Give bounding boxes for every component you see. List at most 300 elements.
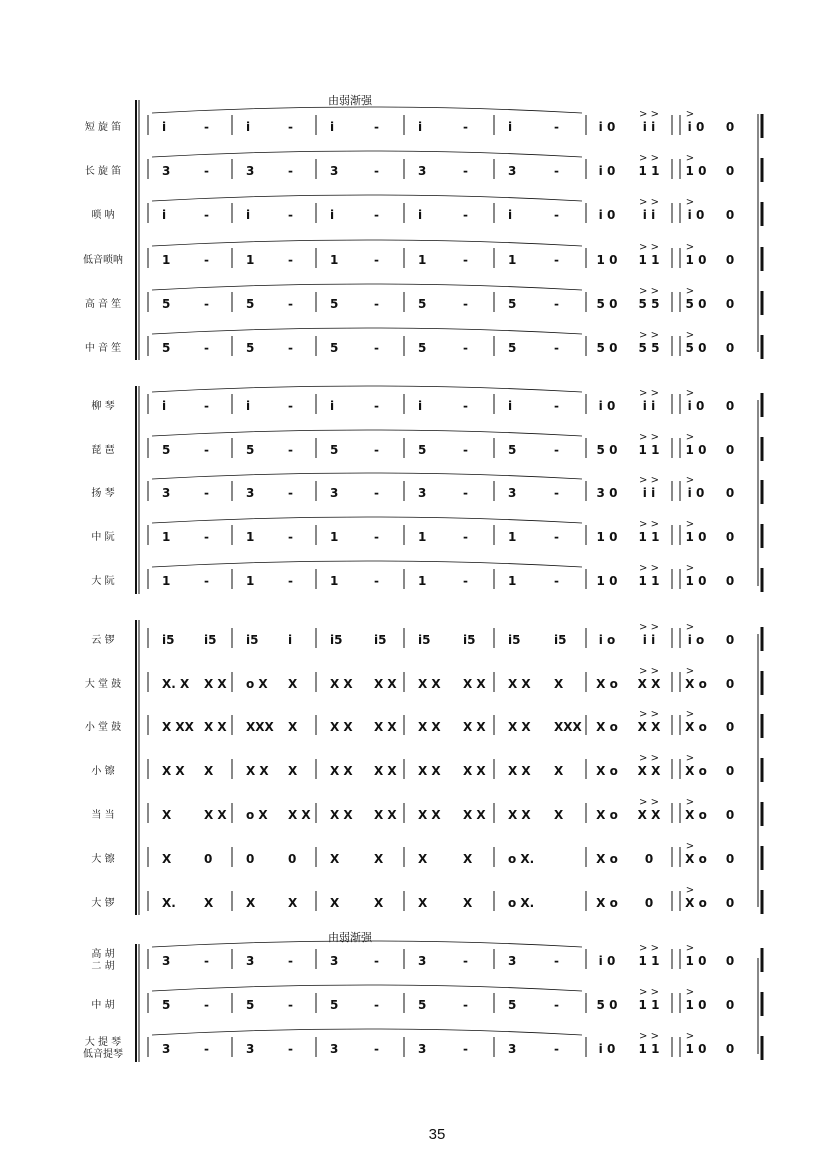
tie-arc (152, 240, 582, 246)
note-beat: 1 (246, 530, 255, 544)
note-beat: - (463, 399, 468, 413)
instrument-label: 大 锣 (91, 898, 115, 909)
ending-note: 0 (725, 399, 735, 413)
note-beat: X X (330, 677, 353, 691)
ending-note: i 0 (598, 1042, 616, 1056)
staff-rows (83, 107, 762, 1060)
accent-mark: > > (639, 242, 659, 253)
note-beat: - (288, 574, 293, 588)
note-beat: 3 (246, 954, 255, 968)
ending-note: 0 (725, 998, 735, 1012)
note-beat: 5 (508, 341, 517, 355)
instrument-label: 大 镲 (91, 854, 115, 865)
ending-note: 0 (725, 720, 735, 734)
ending-note: 0 (725, 443, 735, 457)
note-beat: - (463, 486, 468, 500)
instrument-row (91, 985, 762, 1016)
note-beat: X (374, 852, 384, 866)
tie-arc (152, 985, 582, 991)
note-beat: X X (463, 808, 486, 822)
note-beat: 5 (418, 341, 427, 355)
note-beat: 3 (246, 164, 255, 178)
note-beat: - (374, 998, 379, 1012)
note-beat: - (463, 1042, 468, 1056)
note-beat: - (288, 399, 293, 413)
note-beat: i5 (204, 633, 217, 647)
note-beat: - (288, 530, 293, 544)
accent-mark: > > (639, 519, 659, 530)
note-beat: - (463, 574, 468, 588)
note-beat: 5 (508, 998, 517, 1012)
tie-arc (152, 328, 582, 334)
note-beat: - (288, 486, 293, 500)
tie-arc (152, 561, 582, 567)
note-beat: 3 (418, 1042, 427, 1056)
ending-note: 0 (725, 1042, 735, 1056)
note-beat: 5 (418, 443, 427, 457)
accent-mark: > (685, 666, 695, 677)
note-beat: - (374, 443, 379, 457)
system-brackets (136, 100, 758, 1062)
note-beat: 5 (162, 998, 171, 1012)
note-beat: - (288, 1042, 293, 1056)
ending-note: i 0 (687, 399, 705, 413)
accent-mark: > (685, 709, 695, 720)
accent-mark: > (685, 388, 695, 399)
note-beat: 1 (162, 253, 171, 267)
note-beat: 1 (508, 253, 517, 267)
ending-note: 1 0 (685, 530, 707, 544)
note-beat: - (463, 297, 468, 311)
note-beat: X X (374, 808, 397, 822)
note-beat: X (288, 764, 298, 778)
note-beat: - (204, 443, 209, 457)
note-beat: 0 (246, 852, 255, 866)
note-beat: 5 (330, 341, 339, 355)
ending-note: 0 (725, 574, 735, 588)
note-beat: i (508, 208, 513, 222)
ending-note: X o (596, 764, 618, 778)
note-beat: - (554, 530, 559, 544)
note-beat: 3 (508, 1042, 517, 1056)
note-beat: X X (162, 764, 185, 778)
tie-arc (152, 386, 582, 392)
note-beat: - (204, 208, 209, 222)
note-beat: 3 (162, 1042, 171, 1056)
note-beat: X (162, 808, 172, 822)
instrument-label: 当 当 (91, 810, 115, 821)
note-beat: X (554, 764, 564, 778)
note-beat: - (554, 443, 559, 457)
accent-mark: > (685, 330, 695, 341)
note-beat: X X (418, 677, 441, 691)
page-number: 35 (428, 1126, 446, 1143)
note-beat: X (554, 808, 564, 822)
ending-note: X X (637, 720, 661, 734)
note-beat: - (374, 574, 379, 588)
ending-note: X X (637, 764, 661, 778)
ending-note: 5 5 (638, 341, 660, 355)
accent-mark: > (685, 885, 695, 896)
note-beat: X X (463, 764, 486, 778)
note-beat: X X (374, 764, 397, 778)
accent-mark: > (685, 943, 695, 954)
note-beat: 1 (330, 253, 339, 267)
instrument-row (91, 753, 762, 782)
ending-note: 0 (725, 486, 735, 500)
note-beat: X (246, 896, 256, 910)
note-beat: X (288, 677, 298, 691)
note-beat: 1 (508, 574, 517, 588)
ending-note: 1 0 (685, 164, 707, 178)
note-beat: - (463, 341, 468, 355)
note-beat: X. X (162, 677, 190, 691)
note-beat: 5 (330, 297, 339, 311)
note-beat: i (418, 399, 423, 413)
accent-mark: > (685, 797, 695, 808)
note-beat: - (463, 208, 468, 222)
ending-note: 5 5 (638, 297, 660, 311)
ending-note: X o (596, 677, 618, 691)
instrument-row (85, 284, 762, 315)
accent-mark: > (685, 475, 695, 486)
ending-note: X o (685, 852, 707, 866)
accent-mark: > (685, 153, 695, 164)
note-beat: - (463, 443, 468, 457)
note-beat: 3 (330, 164, 339, 178)
note-beat: - (554, 164, 559, 178)
note-beat: 1 (162, 530, 171, 544)
note-beat: - (554, 253, 559, 267)
instrument-group-plucked (91, 386, 762, 592)
ending-note: i o (687, 633, 705, 647)
ending-note: 0 (725, 341, 735, 355)
note-beat: X X (508, 808, 531, 822)
note-beat: 5 (330, 443, 339, 457)
accent-mark: > > (639, 563, 659, 574)
note-beat: 5 (330, 998, 339, 1012)
note-beat: 5 (508, 297, 517, 311)
instrument-label: 低音唢呐 (83, 255, 123, 266)
note-beat: - (288, 253, 293, 267)
note-beat: i (246, 399, 251, 413)
note-beat: X X (204, 677, 227, 691)
note-beat: i (162, 399, 167, 413)
note-beat: - (554, 399, 559, 413)
ending-note: i 0 (598, 954, 616, 968)
tie-arc (152, 107, 582, 113)
ending-note: 1 0 (596, 530, 618, 544)
note-beat: 0 (204, 852, 213, 866)
instrument-row (85, 709, 762, 738)
instrument-label: 琵 琶 (91, 445, 115, 456)
note-beat: - (204, 574, 209, 588)
note-beat: - (374, 341, 379, 355)
instrument-group-winds (83, 107, 762, 359)
accent-mark: > > (639, 666, 659, 677)
note-beat: - (288, 998, 293, 1012)
accent-mark: > (685, 286, 695, 297)
note-beat: - (463, 120, 468, 134)
instrument-label: 大 阮 (91, 576, 115, 587)
instrument-row (91, 430, 762, 461)
note-beat: i (418, 120, 423, 134)
note-beat: X X (418, 720, 441, 734)
ending-note: i 0 (687, 486, 705, 500)
note-beat: - (204, 530, 209, 544)
instrument-row (91, 797, 762, 826)
instrument-group-bowed (83, 941, 762, 1060)
note-beat: - (554, 998, 559, 1012)
note-beat: X X (246, 764, 269, 778)
note-beat: - (204, 253, 209, 267)
ending-note: X X (637, 677, 661, 691)
tie-arc (152, 151, 582, 157)
accent-mark: > (685, 563, 695, 574)
ending-note: i o (598, 633, 616, 647)
accent-mark: > > (639, 943, 659, 954)
ending-note: i 0 (687, 208, 705, 222)
note-beat: i (246, 120, 251, 134)
note-beat: 1 (246, 574, 255, 588)
ending-note: i 0 (598, 208, 616, 222)
note-beat: 5 (246, 341, 255, 355)
instrument-row (85, 328, 762, 359)
note-beat: 0 (288, 852, 297, 866)
note-beat: - (463, 998, 468, 1012)
note-beat: X X (463, 720, 486, 734)
instrument-label: 中 胡 (91, 1000, 115, 1011)
ending-note: X o (596, 720, 618, 734)
ending-note: 1 1 (638, 530, 660, 544)
instrument-row (83, 1029, 762, 1060)
note-beat: 5 (162, 341, 171, 355)
note-beat: X X (204, 720, 227, 734)
accent-mark: > > (639, 797, 659, 808)
note-beat: - (374, 208, 379, 222)
instrument-label: 唢 呐 (91, 210, 115, 221)
note-beat: 1 (418, 530, 427, 544)
note-beat: 3 (162, 164, 171, 178)
note-beat: X (162, 852, 172, 866)
note-beat: 1 (246, 253, 255, 267)
note-beat: - (554, 120, 559, 134)
note-beat: X (330, 896, 340, 910)
ending-note: 0 (644, 852, 654, 866)
ending-note: 5 0 (596, 443, 618, 457)
note-beat: - (554, 208, 559, 222)
instrument-label: 云 锣 (91, 635, 115, 646)
note-beat: - (463, 954, 468, 968)
accent-mark: > > (639, 475, 659, 486)
instrument-row (91, 195, 762, 226)
ending-note: 0 (725, 297, 735, 311)
note-beat: - (554, 297, 559, 311)
note-beat: X X (374, 720, 397, 734)
ending-note: 5 0 (685, 341, 707, 355)
instrument-row (91, 622, 762, 651)
note-beat: - (554, 486, 559, 500)
ending-note: 1 0 (685, 1042, 707, 1056)
ending-note: 0 (725, 677, 735, 691)
tie-arc (152, 430, 582, 436)
note-beat: - (288, 120, 293, 134)
note-beat: - (374, 164, 379, 178)
accent-mark: > > (639, 153, 659, 164)
note-beat: - (374, 1042, 379, 1056)
ending-note: 1 1 (638, 1042, 660, 1056)
ending-note: i i (642, 399, 656, 413)
note-beat: X (374, 896, 384, 910)
note-beat: - (204, 998, 209, 1012)
note-beat: - (204, 1042, 209, 1056)
accent-mark: > > (639, 432, 659, 443)
note-beat: X X (330, 808, 353, 822)
note-beat: X (463, 896, 473, 910)
note-beat: 5 (508, 443, 517, 457)
ending-note: X X (637, 808, 661, 822)
note-beat: X (554, 677, 564, 691)
note-beat: 3 (418, 954, 427, 968)
ending-note: X o (685, 896, 707, 910)
accent-mark: > > (639, 622, 659, 633)
note-beat: - (288, 208, 293, 222)
note-beat: X (288, 720, 298, 734)
note-beat: i5 (508, 633, 521, 647)
note-beat: - (374, 297, 379, 311)
note-beat: - (204, 341, 209, 355)
note-beat: i (162, 120, 167, 134)
ending-note: 1 1 (638, 998, 660, 1012)
ending-note: 1 1 (638, 574, 660, 588)
ending-note: 1 0 (685, 443, 707, 457)
instrument-label: 长 旋 笛 (84, 166, 122, 177)
note-beat: i (246, 208, 251, 222)
note-beat: - (374, 530, 379, 544)
accent-mark: > > (639, 109, 659, 120)
note-beat: 3 (330, 954, 339, 968)
note-beat: X. (162, 896, 176, 910)
ending-note: 0 (725, 633, 735, 647)
ending-note: i 0 (598, 164, 616, 178)
ending-note: 1 0 (685, 574, 707, 588)
note-beat: - (463, 164, 468, 178)
note-beat: - (204, 399, 209, 413)
note-beat: 5 (246, 443, 255, 457)
tie-arc (152, 195, 582, 201)
ending-note: 0 (725, 808, 735, 822)
note-beat: 5 (246, 998, 255, 1012)
note-beat: i5 (418, 633, 431, 647)
note-beat: X (463, 852, 473, 866)
instrument-row (91, 561, 762, 592)
note-beat: i (330, 399, 335, 413)
note-beat: - (374, 253, 379, 267)
ending-note: X o (685, 808, 707, 822)
instrument-label-secondary: 低音提琴 (83, 1049, 123, 1060)
ending-note: X o (596, 896, 618, 910)
accent-mark: > (685, 519, 695, 530)
instrument-label: 小 堂 鼓 (84, 722, 122, 733)
ending-note: 1 0 (685, 998, 707, 1012)
note-beat: i (330, 120, 335, 134)
ending-note: X o (685, 720, 707, 734)
note-beat: i (330, 208, 335, 222)
accent-mark: > (685, 753, 695, 764)
note-beat: 5 (418, 998, 427, 1012)
accent-mark: > > (639, 709, 659, 720)
instrument-label: 中 音 笙 (84, 343, 122, 354)
note-beat: XXX (554, 720, 582, 734)
instrument-row (91, 885, 762, 914)
note-beat: i5 (330, 633, 343, 647)
note-beat: X X (288, 808, 311, 822)
ending-note: 1 1 (638, 164, 660, 178)
note-beat: 1 (418, 253, 427, 267)
note-beat: 3 (162, 486, 171, 500)
ending-note: 0 (725, 896, 735, 910)
note-beat: - (204, 954, 209, 968)
note-beat: 3 (246, 486, 255, 500)
instrument-row (85, 151, 762, 182)
ending-note: i i (642, 208, 656, 222)
note-beat: X (204, 764, 214, 778)
tie-arc (152, 517, 582, 523)
note-beat: i5 (162, 633, 175, 647)
instrument-group-percussion (85, 622, 762, 914)
ending-note: 1 1 (638, 253, 660, 267)
ending-note: 5 0 (685, 297, 707, 311)
note-beat: o X. (508, 852, 535, 866)
note-beat: i5 (463, 633, 476, 647)
ending-note: 5 0 (596, 998, 618, 1012)
note-beat: - (374, 399, 379, 413)
note-beat: - (554, 574, 559, 588)
note-beat: X (418, 852, 428, 866)
note-beat: 5 (162, 443, 171, 457)
note-beat: - (463, 253, 468, 267)
ending-note: i 0 (687, 120, 705, 134)
accent-mark: > (685, 242, 695, 253)
tie-arc (152, 284, 582, 290)
instrument-label: 大 提 琴 (84, 1037, 122, 1048)
accent-mark: > (685, 622, 695, 633)
note-beat: o X (246, 677, 268, 691)
ending-note: 1 1 (638, 954, 660, 968)
instrument-label: 扬 琴 (91, 488, 115, 499)
accent-mark: > > (639, 1031, 659, 1042)
ending-note: 1 0 (685, 253, 707, 267)
ending-note: X o (685, 677, 707, 691)
note-beat: - (554, 341, 559, 355)
ending-note: 1 0 (596, 574, 618, 588)
note-beat: - (204, 297, 209, 311)
instrument-row (91, 941, 762, 972)
ending-note: 0 (725, 530, 735, 544)
note-beat: 3 (418, 486, 427, 500)
note-beat: - (288, 164, 293, 178)
note-beat: 5 (246, 297, 255, 311)
note-beat: 1 (418, 574, 427, 588)
note-beat: X X (508, 677, 531, 691)
note-beat: i (508, 120, 513, 134)
ending-note: X o (596, 808, 618, 822)
note-beat: 1 (162, 574, 171, 588)
ending-note: 0 (725, 954, 735, 968)
accent-mark: > (685, 109, 695, 120)
ending-note: 0 (725, 120, 735, 134)
note-beat: X X (330, 764, 353, 778)
